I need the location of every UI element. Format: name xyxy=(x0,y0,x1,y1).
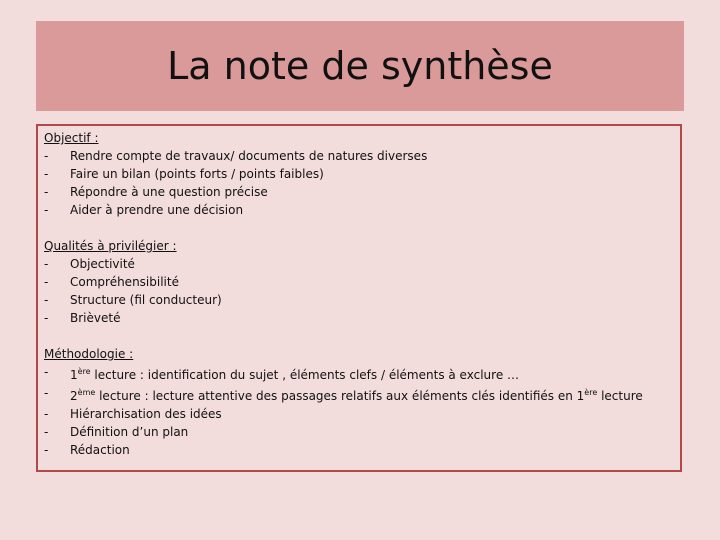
list-item-text: Objectivité xyxy=(70,257,135,271)
bullet-dash: - xyxy=(44,365,49,379)
list-item-text: Rédaction xyxy=(70,443,130,457)
bullet-dash: - xyxy=(44,407,49,421)
list-item xyxy=(44,165,674,183)
list-item xyxy=(44,255,674,273)
list-item-text: Aider à prendre une décision xyxy=(70,203,244,217)
bullet-dash: - xyxy=(44,257,49,271)
list-item xyxy=(44,291,674,309)
list-item-text: Hiérarchisation des idées xyxy=(70,407,222,421)
list-item-text: 1ère lecture : identification du sujet , éléments clefs / éléments à exclure … xyxy=(70,367,520,382)
list-item xyxy=(44,183,674,201)
section-heading: Objectif : xyxy=(44,131,99,145)
list-item xyxy=(44,147,674,165)
section-heading: Qualités à privilégier : xyxy=(44,239,177,253)
section-heading: Méthodologie : xyxy=(44,347,134,361)
bullet-dash: - xyxy=(44,185,49,199)
bullet-dash: - xyxy=(44,443,49,457)
list-item xyxy=(44,405,674,423)
list-item-text: Rendre compte de travaux/ documents de natures diverses xyxy=(70,149,428,163)
section-methodologie xyxy=(44,345,674,459)
list-item xyxy=(44,363,674,384)
content-box xyxy=(36,124,682,472)
list-item-text: Répondre à une question précise xyxy=(70,185,268,199)
list-item xyxy=(44,273,674,291)
list-item-text: Compréhensibilité xyxy=(70,275,179,289)
bullet-dash: - xyxy=(44,275,49,289)
page-title: La note de synthèse xyxy=(167,44,553,88)
title-band xyxy=(36,21,684,111)
bullet-dash: - xyxy=(44,203,49,217)
bullet-dash: - xyxy=(44,386,49,400)
section-qualites xyxy=(44,237,674,327)
list-item xyxy=(44,201,674,219)
bullet-dash: - xyxy=(44,293,49,307)
list-item-text: 2ème lecture : lecture attentive des passages relatifs aux éléments clés identifiés en 1ère lecture xyxy=(70,388,643,403)
bullet-dash: - xyxy=(44,425,49,439)
list-item xyxy=(44,441,674,459)
list-item xyxy=(44,309,674,327)
list-item-text: Faire un bilan (points forts / points faibles) xyxy=(70,167,324,181)
list-item-text: Structure (fil conducteur) xyxy=(70,293,222,307)
list-item-text: Brièveté xyxy=(70,311,121,325)
section-objectif xyxy=(44,129,674,219)
bullet-dash: - xyxy=(44,167,49,181)
list-item xyxy=(44,384,674,405)
bullet-dash: - xyxy=(44,149,49,163)
bullet-dash: - xyxy=(44,311,49,325)
list-item xyxy=(44,423,674,441)
list-item-text: Définition d’un plan xyxy=(70,425,189,439)
